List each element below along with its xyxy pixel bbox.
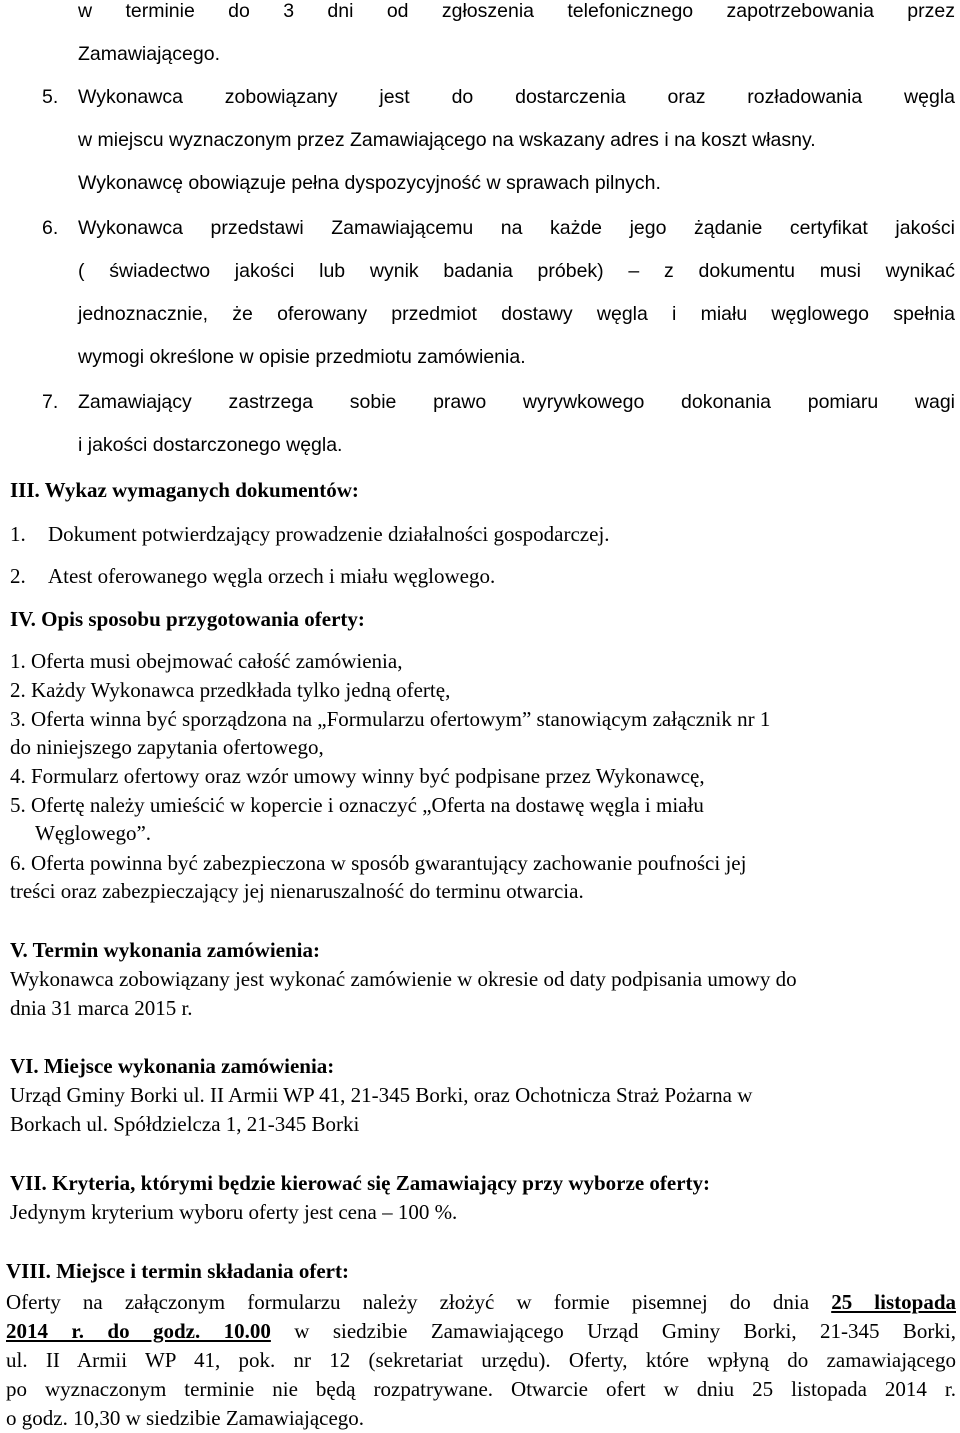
item-5 <box>78 76 955 205</box>
paragraph-line: Urząd Gminy Borki ul. II Armii WP 41, 21-345 Borki, oraz Ochotnicza Straż Pożarna w <box>10 1083 753 1107</box>
text-line: jednoznacznie, że oferowany przedmiot dostawy węgla i miału węglowego spełnia <box>78 303 955 325</box>
text-line: Wykonawca przedstawi Zamawiającemu na każde jego żądanie certyfikat jakości <box>78 217 955 239</box>
list-item-continuation: do niniejszego zapytania ofertowego, <box>10 735 324 759</box>
text-line: w terminie do 3 dni od zgłoszenia telefonicznego zapotrzebowania przez <box>78 0 955 22</box>
item-number: 7. <box>42 391 59 413</box>
item-number: 1. <box>10 522 26 546</box>
list-item: 2. Każdy Wykonawca przedkłada tylko jedną ofertę, <box>10 678 451 702</box>
text-line: Zamawiający zastrzega sobie prawo wyrywkowego dokonania pomiaru wagi <box>78 391 955 413</box>
paragraph-line: Wykonawca zobowiązany jest wykonać zamówienie w okresie od daty podpisania umowy do <box>10 967 797 991</box>
paragraph <box>6 1288 956 1433</box>
paragraph-line <box>6 1288 956 1317</box>
list-item <box>10 522 610 547</box>
list-item: 6. Oferta powinna być zabezpieczona w sposób gwarantujący zachowanie poufności jej <box>10 851 747 875</box>
text-span: Oferty na załączonym formularzu należy złożyć w formie pisemnej do dnia <box>6 1290 832 1314</box>
deadline-time: 2014 r. do godz. 10.00 <box>6 1319 271 1343</box>
section-heading: IV. Opis sposobu przygotowania oferty: <box>10 607 365 631</box>
item-7 <box>78 381 955 467</box>
paragraph-line: po wyznaczonym terminie nie będą rozpatrywane. Otwarcie ofert w dniu 25 listopada 2014 r. <box>6 1377 956 1401</box>
list-item: 3. Oferta winna być sporządzona na „Formularzu ofertowym” stanowiącym załącznik nr 1 <box>10 707 771 731</box>
section-heading: VI. Miejsce wykonania zamówienia: <box>10 1054 335 1078</box>
text-line: ( świadectwo jakości lub wynik badania próbek) – z dokumentu musi wynikać <box>78 260 955 282</box>
paragraph-line: Borkach ul. Spółdzielcza 1, 21-345 Borki <box>10 1112 360 1136</box>
paragraph-line: Jedynym kryterium wyboru oferty jest cena – 100 %. <box>10 1200 458 1224</box>
list-item: 4. Formularz ofertowy oraz wzór umowy winny być podpisane przez Wykonawcę, <box>10 764 705 788</box>
section-heading: V. Termin wykonania zamówienia: <box>10 938 320 962</box>
item-text: Dokument potwierdzający prowadzenie działalności gospodarczej. <box>48 522 610 546</box>
section-heading: VIII. Miejsce i termin składania ofert: <box>6 1259 349 1283</box>
paragraph-line: dnia 31 marca 2015 r. <box>10 996 193 1020</box>
list-item: 5. Ofertę należy umieścić w kopercie i oznaczyć „Oferta na dostawę węgla i miału <box>10 793 704 817</box>
paragraph-line: o godz. 10,30 w siedzibie Zamawiającego. <box>6 1406 365 1430</box>
paragraph-line: ul. II Armii WP 41, pok. nr 12 (sekretariat urzędu). Oferty, które wpłyną do zamawiającego <box>6 1348 956 1372</box>
text-line: Wykonawca zobowiązany jest do dostarczenia oraz rozładowania węgla <box>78 86 955 108</box>
paragraph-line <box>6 1317 956 1346</box>
list-item-continuation: Węglowego”. <box>35 821 152 845</box>
item-number: 5. <box>42 86 59 108</box>
list-item <box>10 564 496 589</box>
text-line: i jakości dostarczonego węgla. <box>78 434 343 456</box>
list-item-continuation: treści oraz zabezpieczający jej nienaruszalność do terminu otwarcia. <box>10 879 584 903</box>
deadline-date: 25 listopada <box>831 1290 956 1314</box>
continuation-text <box>78 0 955 76</box>
item-6 <box>78 207 955 379</box>
section-heading: III. Wykaz wymaganych dokumentów: <box>10 478 359 502</box>
section-heading: VII. Kryteria, którymi będzie kierować się Zamawiający przy wyborze oferty: <box>10 1171 711 1195</box>
text-line: Wykonawcę obowiązuje pełna dyspozycyjność w sprawach pilnych. <box>78 172 661 194</box>
text-span: w siedzibie Zamawiającego Urząd Gminy Borki, 21-345 Borki, <box>270 1319 956 1343</box>
list-item: 1. Oferta musi obejmować całość zamówienia, <box>10 649 403 673</box>
text-line: Zamawiającego. <box>78 43 220 65</box>
item-number: 6. <box>42 217 59 239</box>
item-number: 2. <box>10 564 26 588</box>
text-line: w miejscu wyznaczonym przez Zamawiającego na wskazany adres i na koszt własny. <box>78 129 816 151</box>
text-line: wymogi określone w opisie przedmiotu zamówienia. <box>78 346 526 368</box>
item-text: Atest oferowanego węgla orzech i miału węglowego. <box>48 564 496 588</box>
